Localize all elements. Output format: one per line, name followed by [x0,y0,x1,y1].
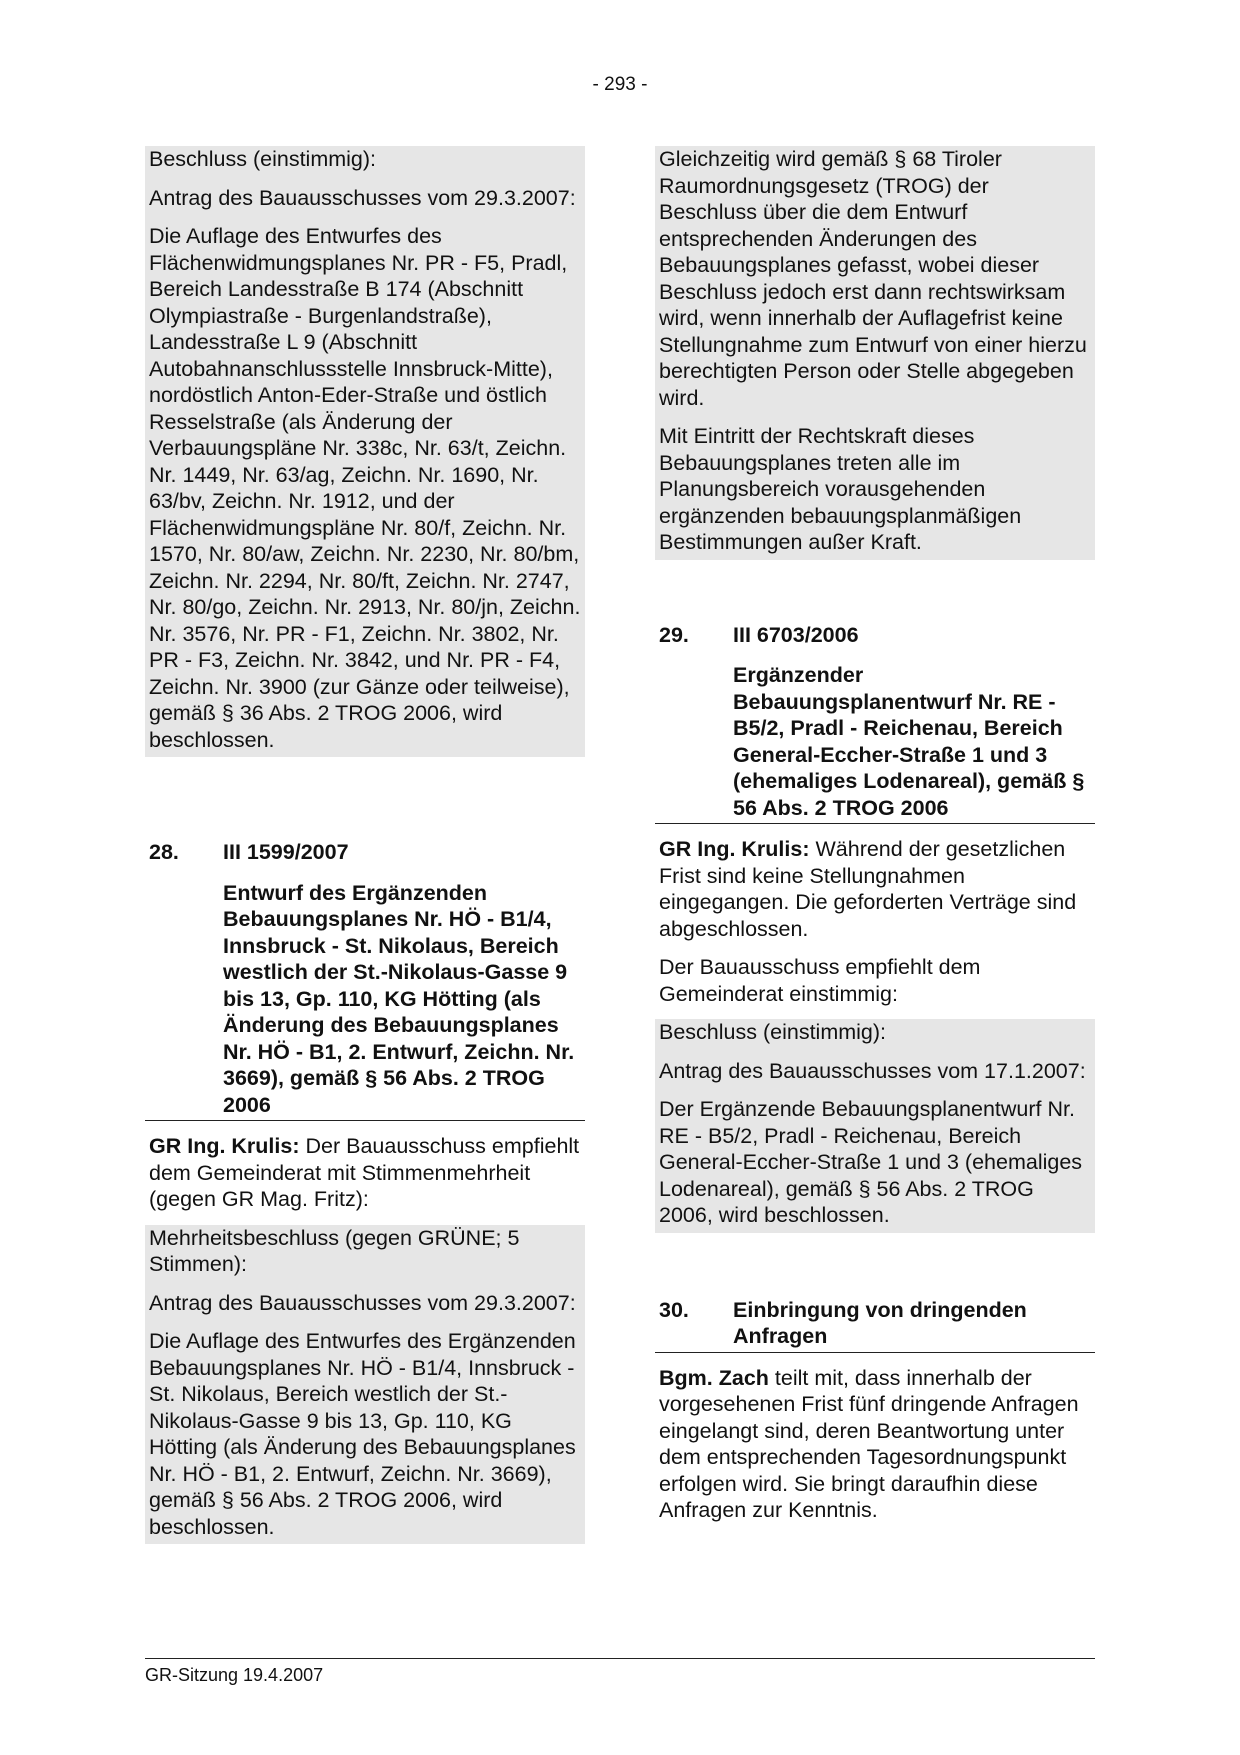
recommendation-text: Der Bauausschuss empfiehlt dem Gemeinderat einstimmig: [659,955,981,1006]
item-number: 28. [149,840,179,864]
resolution-box-pr-f5 [145,146,585,757]
resolution-text-2: Mit Eintritt der Rechtskraft dieses Bebauungsplanes treten alle im Planungsbereich vorausgehenden ergänzenden bebauungsplanmäßigen Bestimmungen außer Kraft. [659,424,1022,554]
right-column [655,146,1095,1536]
resolution-box-troG68 [655,146,1095,560]
footer [145,1658,1095,1686]
session-label: GR-Sitzung 19.4.2007 [145,1665,324,1685]
item-reference: III 1599/2007 [223,840,349,864]
item-title: Entwurf des Ergänzenden Bebauungsplanes Nr. HÖ - B1/4, Innsbruck - St. Nikolaus, Bereich westlich der St.-Nikolaus-Gasse 9 bis 13, Gp. 110, KG Hötting (als Änderung des Bebauungsplanes Nr. HÖ - B1, 2. Entwurf, Zeichn. Nr. 3669), gemäß § 56 Abs. 2 TROG 2006 [223,880,575,1117]
left-column [145,146,585,1544]
speech-text: teilt mit, dass innerhalb der vorgesehenen Frist fünf dringende Anfragen eingelangt sind, deren Beantwortung unter dem entsprechenden Tagesordnungspunkt erfolgen wird. Sie bringt daraufhin diese Anfragen zur Kenntnis. [659,1365,1079,1522]
speaker-name: GR Ing. Krulis: [149,1134,300,1158]
agenda-item-28 [149,839,585,1118]
item-reference: III 6703/2006 [733,622,859,647]
resolution-box-re-b5-2 [655,1019,1095,1233]
resolution-type: Beschluss (einstimmig): [659,1020,886,1044]
speech-text: Während der gesetzlichen Frist sind keine Stellungnahmen eingegangen. Die geforderten Verträge sind abgeschlossen. [659,837,1077,941]
speech-block [655,836,1095,1019]
resolution-text: Der Ergänzende Bebauungsplanentwurf Nr. RE - B5/2, Pradl - Reichenau, Bereich General-Eccher-Straße 1 und 3 (ehemaliges Lodenareal), gemäß § 56 Abs. 2 TROG 2006, wird beschlossen. [659,1097,1083,1227]
motion-source: Antrag des Bauausschusses vom 29.3.2007: [149,1290,576,1315]
resolution-text: Die Auflage des Entwurfes des Flächenwidmungsplanes Nr. PR - F5, Pradl, Bereich Landesstraße B 174 (Abschnitt Olympiastraße - Burgenlandstraße), Landesstraße L 9 (Abschnitt Autobahnanschlussstelle Innsbruck-Mitte), nordöstlich Anton-Eder-Straße und östlich Resselstraße (als Änderung der Verbauungspläne Nr. 338c, Nr. 63/t, Zeichn. Nr. 1449, Nr. 63/ag, Zeichn. Nr. 1690, Nr. 63/bv, Zeichn. Nr. 1912, und der Flächenwidmungspläne Nr. 80/f, Zeichn. Nr. 1570, Nr. 80/aw, Zeichn. Nr. 2230, Nr. 80/bm, Zeichn. Nr. 2294, Nr. 80/ft, Zeichn. Nr. 2747, Nr. 80/go, Zeichn. Nr. 2913, Nr. 80/jn, Zeichn. Nr. 3576, Nr. PR - F1, Zeichn. Nr. 3802, Nr. PR - F3, Zeichn. Nr. 3842, und Nr. PR - F4, Zeichn. Nr. 3900 (zur Gänze oder teilweise), gemäß § 36 Abs. 2 TROG 2006, wird beschlossen. [149,224,581,752]
speaker-name: GR Ing. Krulis: [659,837,810,861]
item-number: 30. [659,1297,689,1322]
agenda-item-29 [659,622,1095,822]
resolution-box-ho-b1-4 [145,1225,585,1545]
page-number: - 293 - [592,74,648,95]
motion-source: Antrag des Bauausschusses vom 29.3.2007: [149,185,576,210]
motion-source: Antrag des Bauausschusses vom 17.1.2007: [659,1058,1086,1083]
agenda-item-30 [659,1297,1095,1350]
item-number: 29. [659,622,689,647]
resolution-type: Mehrheitsbeschluss (gegen GRÜNE; 5 Stimmen): [149,1225,520,1276]
item-title: Einbringung von dringenden Anfragen [733,1297,1027,1348]
resolution-text: Die Auflage des Entwurfes des Ergänzenden Bebauungsplanes Nr. HÖ - B1/4, Innsbruck - St. Nikolaus, Bereich westlich der St.-Nikolaus-Gasse 9 bis 13, Gp. 110, KG Hötting (als Änderung des Bebauungsplanes Nr. HÖ - B1, 2. Entwurf, Zeichn. Nr. 3669), gemäß § 56 Abs. 2 TROG 2006, wird beschlossen. [149,1329,576,1539]
speech-text: Der Bauausschuss empfiehlt dem Gemeinderat mit Stimmenmehrheit (gegen GR Mag. Fritz): [149,1134,580,1211]
speaker-name: Bgm. Zach [659,1365,769,1390]
speech-block [655,1365,1095,1536]
resolution-text: Gleichzeitig wird gemäß § 68 Tiroler Raumordnungsgesetz (TROG) der Beschluss über die dem Entwurf entsprechenden Änderungen des Bebauungsplanes gefasst, wobei dieser Beschluss jedoch erst dann rechtswirksam wird, wenn innerhalb der Auflagefrist keine Stellungnahme zum Entwurf von einer hierzu berechtigten Person oder Stelle abgegeben wird. [659,147,1087,410]
resolution-type: Beschluss (einstimmig): [149,147,376,171]
speech-block [145,1133,585,1225]
item-title: Ergänzender Bebauungsplanentwurf Nr. RE - B5/2, Pradl - Reichenau, Bereich General-Eccher-Straße 1 und 3 (ehemaliges Lodenareal), gemäß § 56 Abs. 2 TROG 2006 [733,663,1085,820]
